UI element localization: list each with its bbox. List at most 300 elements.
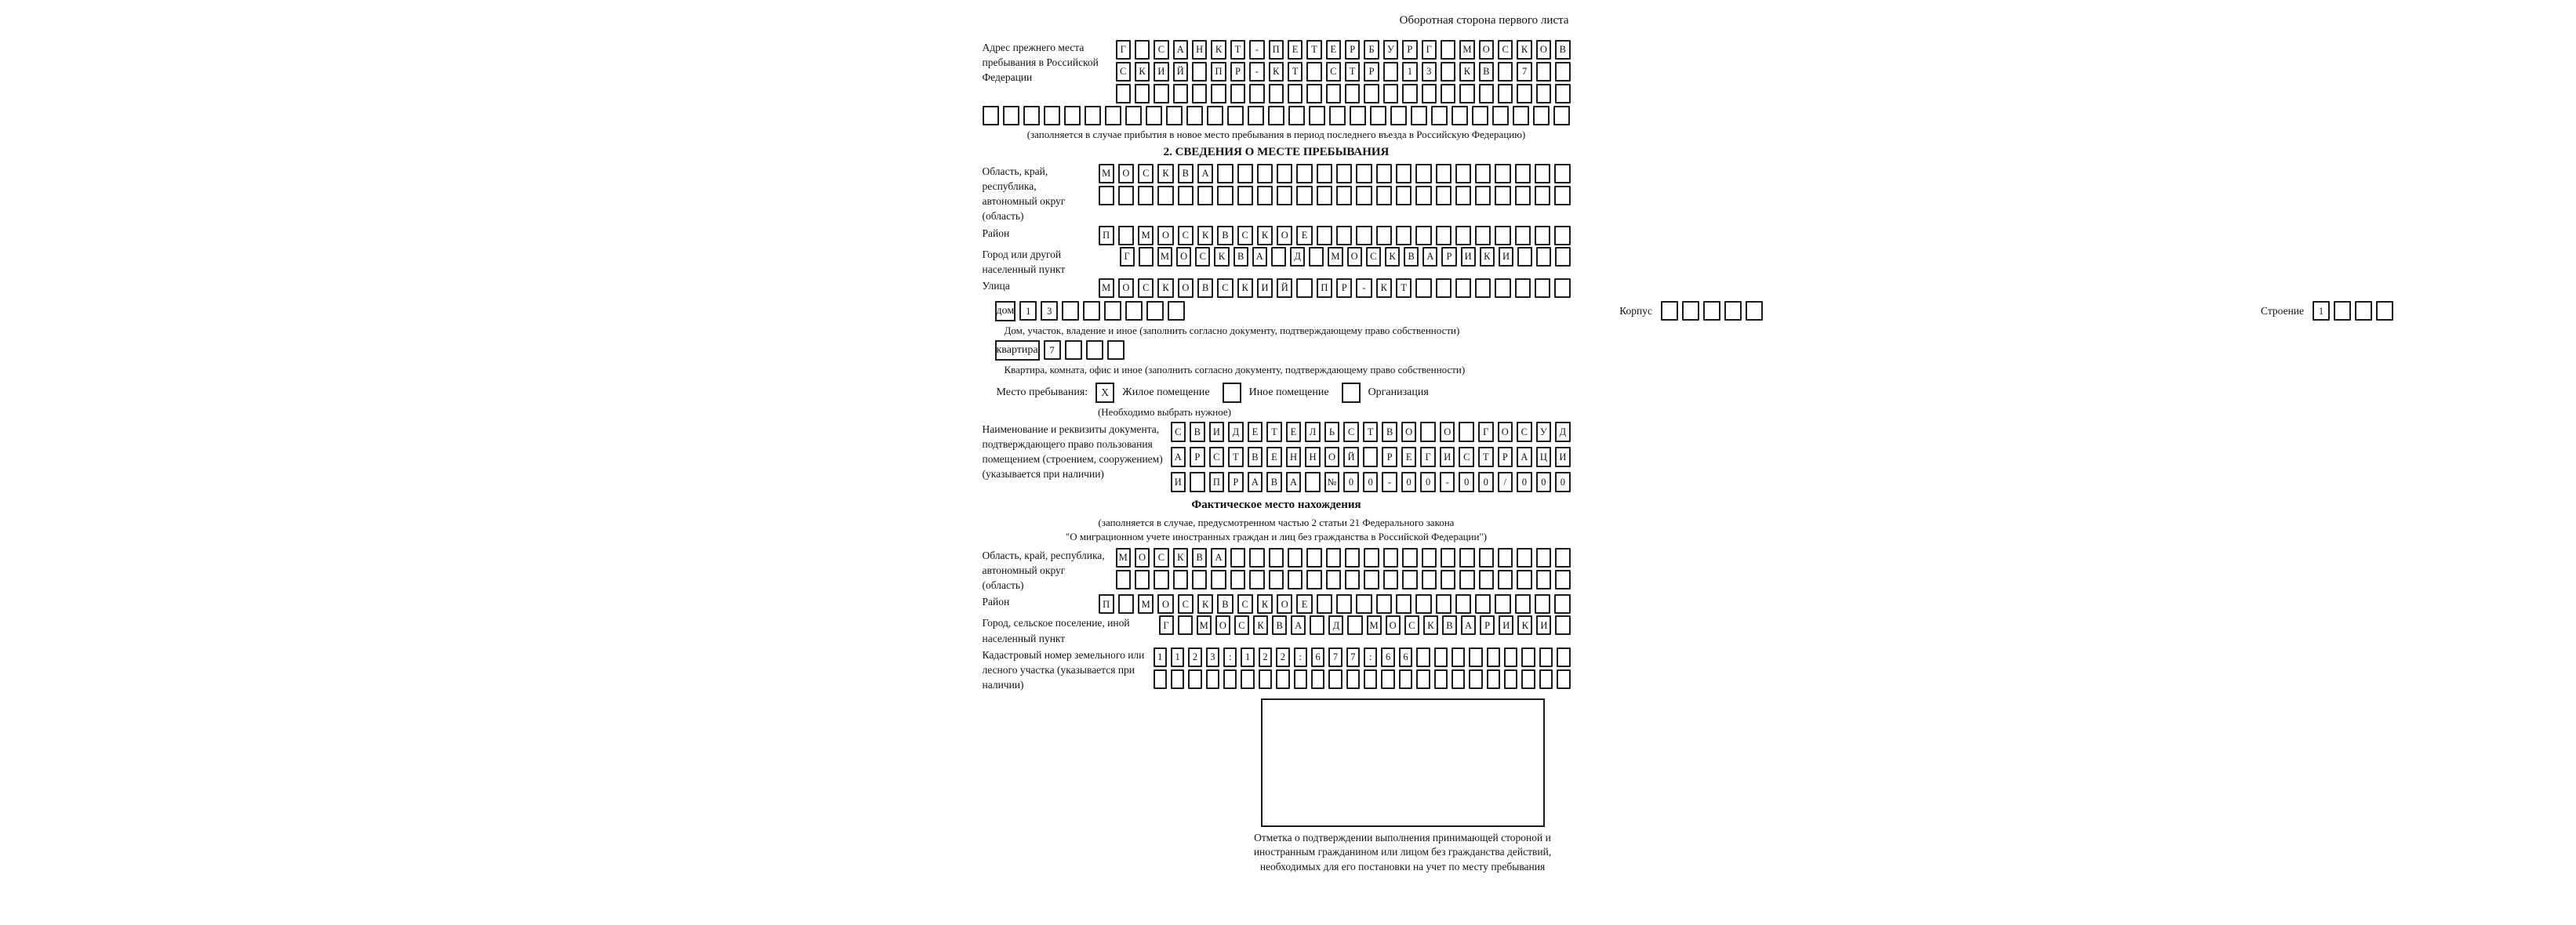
char-cell[interactable]: К bbox=[1517, 40, 1531, 60]
char-cell[interactable]: С bbox=[1209, 447, 1225, 467]
char-cell[interactable] bbox=[1309, 247, 1324, 267]
char-cell[interactable] bbox=[1415, 278, 1431, 298]
char-cell[interactable]: 2 bbox=[1259, 648, 1272, 667]
char-cell[interactable] bbox=[1223, 669, 1237, 689]
char-cell[interactable]: М bbox=[1197, 615, 1212, 635]
char-cell[interactable] bbox=[1422, 548, 1437, 568]
char-cell[interactable]: А bbox=[1422, 247, 1437, 267]
char-cell[interactable] bbox=[1402, 84, 1417, 103]
char-cell[interactable]: - bbox=[1382, 472, 1397, 492]
char-cell[interactable]: Е bbox=[1326, 40, 1341, 60]
char-cell[interactable]: Н bbox=[1305, 447, 1321, 467]
char-cell[interactable] bbox=[1396, 226, 1412, 245]
char-cell[interactable] bbox=[1441, 40, 1455, 60]
char-cell[interactable]: Е bbox=[1248, 422, 1263, 442]
char-cell[interactable]: В bbox=[1178, 164, 1194, 183]
char-cell[interactable] bbox=[1135, 570, 1150, 589]
char-cell[interactable]: 0 bbox=[1343, 472, 1359, 492]
char-cell[interactable] bbox=[1237, 186, 1253, 205]
char-cell[interactable]: О bbox=[1401, 422, 1417, 442]
char-cell[interactable]: К bbox=[1214, 247, 1229, 267]
char-cell[interactable] bbox=[1317, 164, 1332, 183]
char-cell[interactable] bbox=[1190, 472, 1205, 492]
char-cell[interactable]: 0 bbox=[1459, 472, 1474, 492]
char-cell[interactable] bbox=[1436, 186, 1451, 205]
char-cell[interactable] bbox=[1277, 164, 1292, 183]
char-cell[interactable] bbox=[1105, 106, 1121, 125]
char-cell[interactable] bbox=[1415, 186, 1431, 205]
char-cell[interactable]: К bbox=[1173, 548, 1188, 568]
char-cell[interactable] bbox=[1422, 570, 1437, 589]
char-cell[interactable] bbox=[1168, 301, 1185, 321]
char-cell[interactable] bbox=[1517, 84, 1531, 103]
char-cell[interactable] bbox=[1555, 615, 1570, 635]
char-cell[interactable]: О bbox=[1498, 422, 1513, 442]
char-cell[interactable] bbox=[2334, 301, 2351, 321]
char-cell[interactable]: П bbox=[1099, 226, 1114, 245]
char-cell[interactable]: 1 bbox=[1171, 648, 1184, 667]
char-cell[interactable] bbox=[1116, 84, 1131, 103]
char-cell[interactable] bbox=[1724, 301, 1742, 321]
char-cell[interactable]: О bbox=[1479, 40, 1494, 60]
char-cell[interactable]: О bbox=[1277, 594, 1292, 614]
char-cell[interactable] bbox=[1294, 669, 1307, 689]
char-cell[interactable] bbox=[1230, 84, 1245, 103]
char-cell[interactable] bbox=[1415, 226, 1431, 245]
char-cell[interactable]: В bbox=[1404, 247, 1419, 267]
char-cell[interactable] bbox=[1472, 106, 1488, 125]
char-cell[interactable]: С bbox=[1326, 62, 1341, 82]
char-cell[interactable]: 1 bbox=[1019, 301, 1037, 321]
char-cell[interactable] bbox=[1376, 226, 1392, 245]
char-cell[interactable]: Р bbox=[1228, 472, 1244, 492]
char-cell[interactable]: Т bbox=[1396, 278, 1412, 298]
char-cell[interactable]: С bbox=[1178, 594, 1194, 614]
char-cell[interactable] bbox=[2376, 301, 2393, 321]
char-cell[interactable]: Т bbox=[1363, 422, 1379, 442]
char-cell[interactable]: Ц bbox=[1536, 447, 1552, 467]
char-cell[interactable] bbox=[1475, 278, 1491, 298]
char-cell[interactable]: А bbox=[1211, 548, 1226, 568]
char-cell[interactable]: К bbox=[1517, 615, 1532, 635]
char-cell[interactable]: 6 bbox=[1381, 648, 1394, 667]
char-cell[interactable] bbox=[1249, 84, 1264, 103]
char-cell[interactable] bbox=[1469, 669, 1482, 689]
char-cell[interactable] bbox=[1288, 106, 1305, 125]
kvartira-box[interactable]: квартира bbox=[995, 340, 1040, 361]
char-cell[interactable]: К bbox=[1197, 226, 1213, 245]
char-cell[interactable] bbox=[1475, 164, 1491, 183]
char-cell[interactable]: В bbox=[1442, 615, 1457, 635]
char-cell[interactable]: А bbox=[1252, 247, 1267, 267]
char-cell[interactable]: Т bbox=[1478, 447, 1494, 467]
char-cell[interactable] bbox=[1347, 615, 1362, 635]
char-cell[interactable] bbox=[1441, 84, 1455, 103]
char-cell[interactable]: Т bbox=[1306, 40, 1321, 60]
char-cell[interactable]: / bbox=[1498, 472, 1513, 492]
char-cell[interactable]: М bbox=[1099, 278, 1114, 298]
char-cell[interactable]: 1 bbox=[2313, 301, 2330, 321]
char-cell[interactable] bbox=[1192, 570, 1207, 589]
char-cell[interactable]: Л bbox=[1305, 422, 1321, 442]
char-cell[interactable]: В bbox=[1479, 62, 1494, 82]
char-cell[interactable] bbox=[1498, 548, 1513, 568]
char-cell[interactable] bbox=[1554, 164, 1570, 183]
char-cell[interactable] bbox=[1135, 84, 1150, 103]
char-cell[interactable]: В bbox=[1248, 447, 1263, 467]
char-cell[interactable] bbox=[1207, 106, 1223, 125]
char-cell[interactable]: А bbox=[1171, 447, 1186, 467]
char-cell[interactable] bbox=[1517, 570, 1531, 589]
char-cell[interactable] bbox=[1554, 226, 1570, 245]
char-cell[interactable]: М bbox=[1138, 594, 1154, 614]
char-cell[interactable]: И bbox=[1499, 247, 1513, 267]
char-cell[interactable] bbox=[1345, 84, 1360, 103]
char-cell[interactable]: 1 bbox=[1154, 648, 1167, 667]
char-cell[interactable]: В bbox=[1197, 278, 1213, 298]
char-cell[interactable]: 1 bbox=[1402, 62, 1417, 82]
char-cell[interactable] bbox=[1249, 570, 1264, 589]
char-cell[interactable] bbox=[1305, 472, 1321, 492]
char-cell[interactable] bbox=[1451, 106, 1468, 125]
char-cell[interactable] bbox=[1288, 548, 1303, 568]
char-cell[interactable]: И bbox=[1257, 278, 1273, 298]
char-cell[interactable] bbox=[1420, 422, 1436, 442]
char-cell[interactable]: № bbox=[1324, 472, 1340, 492]
char-cell[interactable]: Т bbox=[1288, 62, 1303, 82]
char-cell[interactable] bbox=[1326, 548, 1341, 568]
char-cell[interactable] bbox=[1436, 594, 1451, 614]
char-cell[interactable]: Е bbox=[1266, 447, 1282, 467]
char-cell[interactable]: К bbox=[1459, 62, 1474, 82]
char-cell[interactable] bbox=[1521, 648, 1535, 667]
char-cell[interactable] bbox=[1288, 84, 1303, 103]
char-cell[interactable] bbox=[1206, 669, 1219, 689]
char-cell[interactable] bbox=[1459, 548, 1474, 568]
char-cell[interactable] bbox=[1422, 84, 1437, 103]
char-cell[interactable] bbox=[1415, 164, 1431, 183]
char-cell[interactable]: А bbox=[1197, 164, 1213, 183]
char-cell[interactable]: А bbox=[1291, 615, 1306, 635]
char-cell[interactable] bbox=[1495, 186, 1510, 205]
char-cell[interactable] bbox=[1521, 669, 1535, 689]
char-cell[interactable]: В bbox=[1190, 422, 1205, 442]
char-cell[interactable] bbox=[1557, 669, 1570, 689]
char-cell[interactable] bbox=[1536, 62, 1551, 82]
char-cell[interactable]: С bbox=[1237, 226, 1253, 245]
char-cell[interactable] bbox=[1479, 570, 1494, 589]
dom-box[interactable]: дом bbox=[995, 301, 1016, 321]
char-cell[interactable]: С bbox=[1459, 447, 1474, 467]
char-cell[interactable] bbox=[1346, 669, 1360, 689]
char-cell[interactable] bbox=[983, 106, 999, 125]
char-cell[interactable] bbox=[1107, 340, 1125, 360]
char-cell[interactable]: Й bbox=[1343, 447, 1359, 467]
checkbox-zhiloe[interactable]: X bbox=[1095, 383, 1114, 403]
char-cell[interactable] bbox=[1154, 669, 1167, 689]
char-cell[interactable]: 7 bbox=[1517, 62, 1531, 82]
char-cell[interactable] bbox=[1154, 84, 1168, 103]
char-cell[interactable]: И bbox=[1461, 247, 1476, 267]
char-cell[interactable] bbox=[1135, 40, 1150, 60]
char-cell[interactable] bbox=[1023, 106, 1040, 125]
char-cell[interactable] bbox=[1086, 340, 1103, 360]
char-cell[interactable] bbox=[1498, 84, 1513, 103]
char-cell[interactable] bbox=[1554, 186, 1570, 205]
char-cell[interactable]: П bbox=[1211, 62, 1226, 82]
char-cell[interactable] bbox=[1139, 247, 1154, 267]
char-cell[interactable] bbox=[1370, 106, 1386, 125]
char-cell[interactable] bbox=[1269, 548, 1284, 568]
char-cell[interactable]: 3 bbox=[1206, 648, 1219, 667]
char-cell[interactable] bbox=[1487, 648, 1500, 667]
char-cell[interactable]: Д bbox=[1290, 247, 1305, 267]
char-cell[interactable] bbox=[1455, 186, 1471, 205]
char-cell[interactable]: С bbox=[1404, 615, 1419, 635]
char-cell[interactable] bbox=[1381, 669, 1394, 689]
char-cell[interactable] bbox=[1555, 62, 1570, 82]
char-cell[interactable] bbox=[1345, 548, 1360, 568]
char-cell[interactable] bbox=[1703, 301, 1720, 321]
char-cell[interactable] bbox=[1498, 62, 1513, 82]
char-cell[interactable]: А bbox=[1461, 615, 1476, 635]
char-cell[interactable]: К bbox=[1269, 62, 1284, 82]
char-cell[interactable]: Й bbox=[1277, 278, 1292, 298]
char-cell[interactable] bbox=[1178, 615, 1193, 635]
char-cell[interactable]: 0 bbox=[1517, 472, 1532, 492]
char-cell[interactable] bbox=[1479, 548, 1494, 568]
char-cell[interactable]: О bbox=[1135, 548, 1150, 568]
char-cell[interactable] bbox=[1306, 548, 1321, 568]
char-cell[interactable] bbox=[1451, 669, 1465, 689]
char-cell[interactable] bbox=[1217, 186, 1233, 205]
char-cell[interactable] bbox=[2355, 301, 2372, 321]
char-cell[interactable] bbox=[1276, 669, 1289, 689]
char-cell[interactable]: Д bbox=[1228, 422, 1244, 442]
char-cell[interactable] bbox=[1498, 570, 1513, 589]
char-cell[interactable]: Р bbox=[1441, 247, 1456, 267]
char-cell[interactable]: 2 bbox=[1276, 648, 1289, 667]
char-cell[interactable] bbox=[1192, 84, 1207, 103]
char-cell[interactable]: С bbox=[1154, 40, 1168, 60]
char-cell[interactable]: О bbox=[1277, 226, 1292, 245]
char-cell[interactable] bbox=[1336, 594, 1352, 614]
char-cell[interactable]: 3 bbox=[1041, 301, 1058, 321]
char-cell[interactable] bbox=[1517, 548, 1531, 568]
char-cell[interactable]: М bbox=[1367, 615, 1382, 635]
char-cell[interactable] bbox=[1269, 84, 1284, 103]
char-cell[interactable] bbox=[1535, 278, 1550, 298]
char-cell[interactable] bbox=[1492, 106, 1509, 125]
char-cell[interactable]: В bbox=[1217, 226, 1233, 245]
char-cell[interactable] bbox=[1125, 106, 1142, 125]
char-cell[interactable] bbox=[1317, 594, 1332, 614]
char-cell[interactable] bbox=[1345, 570, 1360, 589]
char-cell[interactable]: В bbox=[1382, 422, 1397, 442]
char-cell[interactable] bbox=[1146, 106, 1162, 125]
char-cell[interactable]: Т bbox=[1230, 40, 1245, 60]
char-cell[interactable] bbox=[1044, 106, 1060, 125]
char-cell[interactable] bbox=[1085, 106, 1101, 125]
char-cell[interactable] bbox=[1296, 278, 1312, 298]
char-cell[interactable] bbox=[1227, 106, 1244, 125]
char-cell[interactable] bbox=[1535, 164, 1550, 183]
char-cell[interactable]: : bbox=[1364, 648, 1377, 667]
char-cell[interactable]: Д bbox=[1328, 615, 1343, 635]
char-cell[interactable]: Е bbox=[1288, 40, 1303, 60]
char-cell[interactable]: Р bbox=[1364, 62, 1379, 82]
char-cell[interactable]: Ь bbox=[1324, 422, 1340, 442]
char-cell[interactable] bbox=[1257, 186, 1273, 205]
char-cell[interactable] bbox=[1383, 84, 1398, 103]
char-cell[interactable] bbox=[1455, 164, 1471, 183]
char-cell[interactable] bbox=[1376, 594, 1392, 614]
char-cell[interactable] bbox=[1469, 648, 1482, 667]
char-cell[interactable]: К bbox=[1237, 278, 1253, 298]
char-cell[interactable]: О bbox=[1118, 278, 1134, 298]
char-cell[interactable] bbox=[1296, 186, 1312, 205]
char-cell[interactable] bbox=[1356, 186, 1372, 205]
char-cell[interactable] bbox=[1166, 106, 1183, 125]
char-cell[interactable] bbox=[1390, 106, 1407, 125]
char-cell[interactable] bbox=[1441, 548, 1455, 568]
char-cell[interactable] bbox=[1257, 164, 1273, 183]
char-cell[interactable]: С bbox=[1195, 247, 1210, 267]
char-cell[interactable] bbox=[1504, 669, 1517, 689]
char-cell[interactable]: А bbox=[1173, 40, 1188, 60]
char-cell[interactable] bbox=[1271, 247, 1286, 267]
char-cell[interactable] bbox=[1306, 84, 1321, 103]
char-cell[interactable] bbox=[1535, 226, 1550, 245]
char-cell[interactable]: К bbox=[1480, 247, 1495, 267]
char-cell[interactable]: О bbox=[1440, 422, 1455, 442]
char-cell[interactable]: 3 bbox=[1422, 62, 1437, 82]
char-cell[interactable] bbox=[1328, 669, 1342, 689]
char-cell[interactable]: К bbox=[1385, 247, 1400, 267]
char-cell[interactable] bbox=[1364, 548, 1379, 568]
char-cell[interactable] bbox=[1533, 106, 1550, 125]
char-cell[interactable]: Г bbox=[1159, 615, 1174, 635]
char-cell[interactable] bbox=[1396, 186, 1412, 205]
char-cell[interactable] bbox=[1186, 106, 1203, 125]
char-cell[interactable]: К bbox=[1211, 40, 1226, 60]
char-cell[interactable]: П bbox=[1099, 594, 1114, 614]
char-cell[interactable] bbox=[1277, 186, 1292, 205]
char-cell[interactable] bbox=[1495, 278, 1510, 298]
char-cell[interactable] bbox=[1178, 186, 1194, 205]
char-cell[interactable] bbox=[1336, 186, 1352, 205]
char-cell[interactable] bbox=[1211, 84, 1226, 103]
char-cell[interactable] bbox=[1459, 84, 1474, 103]
char-cell[interactable] bbox=[1441, 62, 1455, 82]
char-cell[interactable]: В bbox=[1192, 548, 1207, 568]
char-cell[interactable] bbox=[1451, 648, 1465, 667]
char-cell[interactable] bbox=[1475, 186, 1491, 205]
char-cell[interactable] bbox=[1288, 570, 1303, 589]
char-cell[interactable] bbox=[1099, 186, 1114, 205]
char-cell[interactable]: Р bbox=[1402, 40, 1417, 60]
char-cell[interactable] bbox=[1455, 594, 1471, 614]
char-cell[interactable]: Г bbox=[1478, 422, 1494, 442]
char-cell[interactable] bbox=[1064, 106, 1081, 125]
char-cell[interactable]: Й bbox=[1173, 62, 1188, 82]
checkbox-inoe[interactable] bbox=[1223, 383, 1241, 403]
char-cell[interactable] bbox=[1396, 594, 1412, 614]
char-cell[interactable] bbox=[1504, 648, 1517, 667]
char-cell[interactable]: П bbox=[1317, 278, 1332, 298]
char-cell[interactable]: 0 bbox=[1420, 472, 1436, 492]
char-cell[interactable] bbox=[1513, 106, 1529, 125]
char-cell[interactable]: К bbox=[1157, 278, 1173, 298]
char-cell[interactable]: М bbox=[1459, 40, 1474, 60]
char-cell[interactable]: Н bbox=[1192, 40, 1207, 60]
char-cell[interactable] bbox=[1436, 226, 1451, 245]
char-cell[interactable] bbox=[1459, 422, 1474, 442]
char-cell[interactable] bbox=[1364, 84, 1379, 103]
char-cell[interactable] bbox=[1436, 278, 1451, 298]
char-cell[interactable]: И bbox=[1499, 615, 1513, 635]
char-cell[interactable]: И bbox=[1555, 447, 1571, 467]
char-cell[interactable] bbox=[1536, 548, 1551, 568]
char-cell[interactable] bbox=[1336, 226, 1352, 245]
char-cell[interactable] bbox=[1661, 301, 1678, 321]
char-cell[interactable]: 0 bbox=[1401, 472, 1417, 492]
char-cell[interactable]: О bbox=[1118, 164, 1134, 183]
char-cell[interactable]: С bbox=[1217, 278, 1233, 298]
char-cell[interactable]: Д bbox=[1555, 422, 1571, 442]
char-cell[interactable] bbox=[1326, 84, 1341, 103]
char-cell[interactable] bbox=[1411, 106, 1427, 125]
char-cell[interactable] bbox=[1539, 669, 1553, 689]
char-cell[interactable] bbox=[1536, 570, 1551, 589]
char-cell[interactable]: - bbox=[1440, 472, 1455, 492]
char-cell[interactable] bbox=[1536, 84, 1551, 103]
char-cell[interactable] bbox=[1436, 164, 1451, 183]
char-cell[interactable] bbox=[1376, 164, 1392, 183]
char-cell[interactable] bbox=[1230, 548, 1245, 568]
char-cell[interactable] bbox=[1396, 164, 1412, 183]
stamp-box[interactable] bbox=[1261, 698, 1545, 827]
char-cell[interactable] bbox=[1146, 301, 1164, 321]
char-cell[interactable]: В bbox=[1555, 40, 1570, 60]
char-cell[interactable] bbox=[1555, 570, 1570, 589]
char-cell[interactable] bbox=[1356, 594, 1372, 614]
char-cell[interactable]: К bbox=[1423, 615, 1438, 635]
char-cell[interactable]: К bbox=[1197, 594, 1213, 614]
char-cell[interactable]: У bbox=[1536, 422, 1552, 442]
char-cell[interactable] bbox=[1311, 669, 1324, 689]
char-cell[interactable] bbox=[1539, 648, 1553, 667]
char-cell[interactable] bbox=[1555, 247, 1570, 267]
char-cell[interactable]: С bbox=[1138, 164, 1154, 183]
char-cell[interactable]: Г bbox=[1420, 447, 1436, 467]
char-cell[interactable]: 0 bbox=[1363, 472, 1379, 492]
char-cell[interactable] bbox=[1306, 62, 1321, 82]
char-cell[interactable]: Е bbox=[1296, 226, 1312, 245]
char-cell[interactable]: 2 bbox=[1188, 648, 1201, 667]
char-cell[interactable]: К bbox=[1135, 62, 1150, 82]
char-cell[interactable]: О bbox=[1176, 247, 1191, 267]
char-cell[interactable] bbox=[1495, 226, 1510, 245]
char-cell[interactable] bbox=[1350, 106, 1366, 125]
char-cell[interactable] bbox=[1555, 548, 1570, 568]
char-cell[interactable]: И bbox=[1440, 447, 1455, 467]
char-cell[interactable]: О bbox=[1157, 226, 1173, 245]
char-cell[interactable] bbox=[1356, 226, 1372, 245]
char-cell[interactable]: С bbox=[1138, 278, 1154, 298]
char-cell[interactable] bbox=[1515, 186, 1531, 205]
char-cell[interactable]: Р bbox=[1382, 447, 1397, 467]
